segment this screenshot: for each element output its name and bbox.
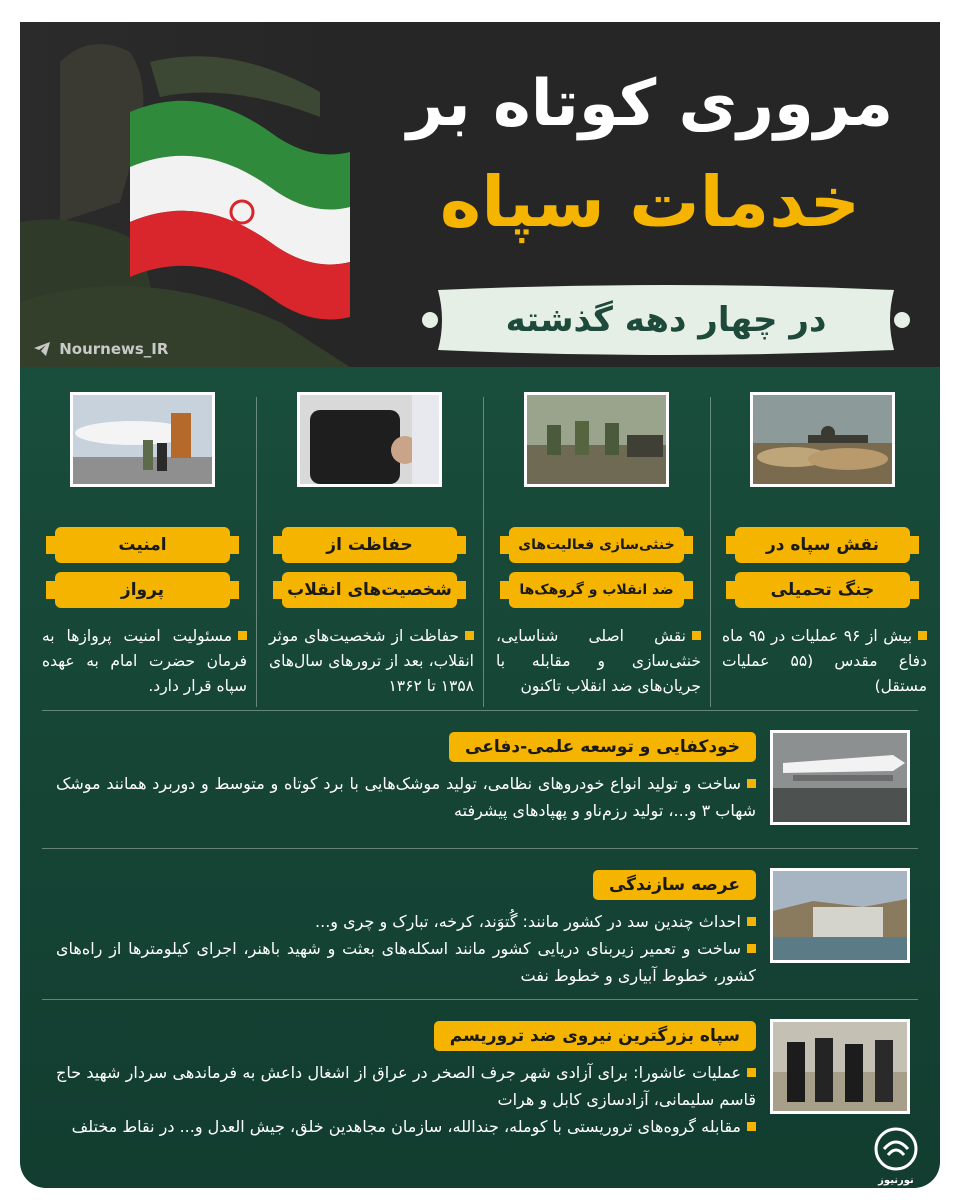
section-divider	[42, 999, 918, 1000]
header	[20, 22, 940, 367]
column-label-1: امنیت	[55, 527, 230, 563]
bullet-marker	[692, 631, 701, 640]
bullet-marker	[747, 1068, 756, 1077]
telegram-icon	[34, 342, 50, 356]
nournews-logo-icon	[874, 1127, 918, 1171]
column-text-content: بیش از ۹۶ عملیات در ۹۵ ماه دفاع مقدس (۵۵ عملیات مستقل)	[722, 627, 927, 695]
war-photo	[750, 392, 895, 487]
bullet-marker	[747, 1122, 756, 1131]
logo-text-en: nournews	[868, 1187, 924, 1198]
column-divider	[483, 397, 484, 707]
nournews-logo	[868, 1127, 924, 1199]
bullet-marker	[747, 944, 756, 953]
section-bullet	[56, 770, 756, 824]
column-text	[496, 624, 701, 699]
column-label-2: ضد انقلاب و گروهک‌ها	[509, 572, 684, 608]
section-body	[56, 770, 756, 824]
bullet-text: ساخت و تولید انواع خودروهای نظامی، تولید موشک‌هایی با برد کوتاه و متوسط و دوربرد همانند موشک شهاب ۳ و...، تولید رزم‌ناو و پهپادهای پیشرفته	[56, 774, 756, 820]
section-body	[56, 1059, 756, 1140]
bullet-marker	[238, 631, 247, 640]
column-protection	[257, 392, 477, 712]
telegram-watermark	[34, 340, 168, 358]
column-label-2: جنگ تحمیلی	[735, 572, 910, 608]
column-text-content: مسئولیت امنیت پروازها به فرمان حضرت امام به عهده سپاه قرار دارد.	[42, 627, 247, 695]
column-label-1: نقش سپاه در	[735, 527, 910, 563]
section-divider	[42, 710, 918, 711]
bullet-marker	[918, 631, 927, 640]
dam-photo	[770, 868, 910, 963]
terrorists-photo	[770, 1019, 910, 1114]
column-text	[722, 624, 927, 699]
soldiers-photo	[524, 392, 669, 487]
section-title: سپاه بزرگترین نیروی ضد تروریسم	[434, 1021, 756, 1051]
airplane-photo	[70, 392, 215, 487]
ribbon-text: در چهار دهه گذشته	[505, 300, 827, 340]
section-construction	[42, 860, 918, 1005]
bullet-text: مقابله گروه‌های تروریستی با کومله، جندالله، سازمان مجاهدین خلق، جیش العدل و... در نقاط مختلف	[71, 1117, 741, 1136]
section-self-sufficiency	[42, 722, 918, 842]
bodyguard-photo	[297, 392, 442, 487]
column-flight-security	[30, 392, 250, 712]
column-text	[269, 624, 474, 699]
bullet-text: ساخت و تعمیر زیربنای دریایی کشور مانند اسکله‌های بعثت و شهید باهنر، اجرای کیلومترها از راه‌های کشور، خطوط آبیاری و خطوط نفت	[56, 939, 756, 985]
column-label-2: شخصیت‌های انقلاب	[282, 572, 457, 608]
logo-text-fa: نورنیوز	[878, 1175, 914, 1186]
column-divider	[710, 397, 711, 707]
column-text-content: حفاظت از شخصیت‌های موثر انقلاب، بعد از ترورهای سال‌های ۱۳۵۸ تا ۱۳۶۲	[269, 627, 474, 695]
bullet-text: احداث چندین سد در کشور مانند: گُتوَند، کرخه، تبارک و چری و...	[315, 912, 741, 931]
column-label-2: پرواز	[55, 572, 230, 608]
iran-flag-salute-image	[20, 22, 350, 367]
section-bullet	[56, 935, 756, 989]
bullet-marker	[747, 779, 756, 788]
column-divider	[256, 397, 257, 707]
infographic-card	[20, 22, 940, 1198]
column-label-1: خنثی‌سازی فعالیت‌های	[509, 527, 684, 563]
column-war	[710, 392, 930, 712]
section-body	[56, 908, 756, 989]
column-text-content: نقش اصلی شناسایی، خنثی‌سازی و مقابله با جریان‌های ضد انقلاب تاکنون	[496, 627, 701, 695]
section-counter-terrorism	[42, 1011, 918, 1171]
section-title: عرصه سازندگی	[593, 870, 756, 900]
bullet-marker	[465, 631, 474, 640]
section-divider	[42, 848, 918, 849]
watermark-text: Nournews_IR	[59, 340, 169, 358]
column-text	[42, 624, 247, 699]
bullet-text: عملیات عاشورا: برای آزادی شهر جرف الصخر در عراق از اشغال داعش به فرماندهی سردار شهید حاج قاسم سلیمانی، آزادسازی کابل و هرات	[56, 1063, 756, 1109]
section-bullet	[56, 1059, 756, 1113]
missile-photo	[770, 730, 910, 825]
column-label-1: حفاظت از	[282, 527, 457, 563]
title-line-1: مروری کوتاه بر	[406, 67, 894, 141]
bullet-marker	[747, 917, 756, 926]
title-line-2: خدمات سپاه	[439, 161, 861, 243]
section-bullet	[56, 908, 756, 935]
column-counter-revolution	[484, 392, 704, 712]
section-bullet	[56, 1113, 756, 1140]
section-title: خودکفایی و توسعه علمی-دفاعی	[449, 732, 756, 762]
